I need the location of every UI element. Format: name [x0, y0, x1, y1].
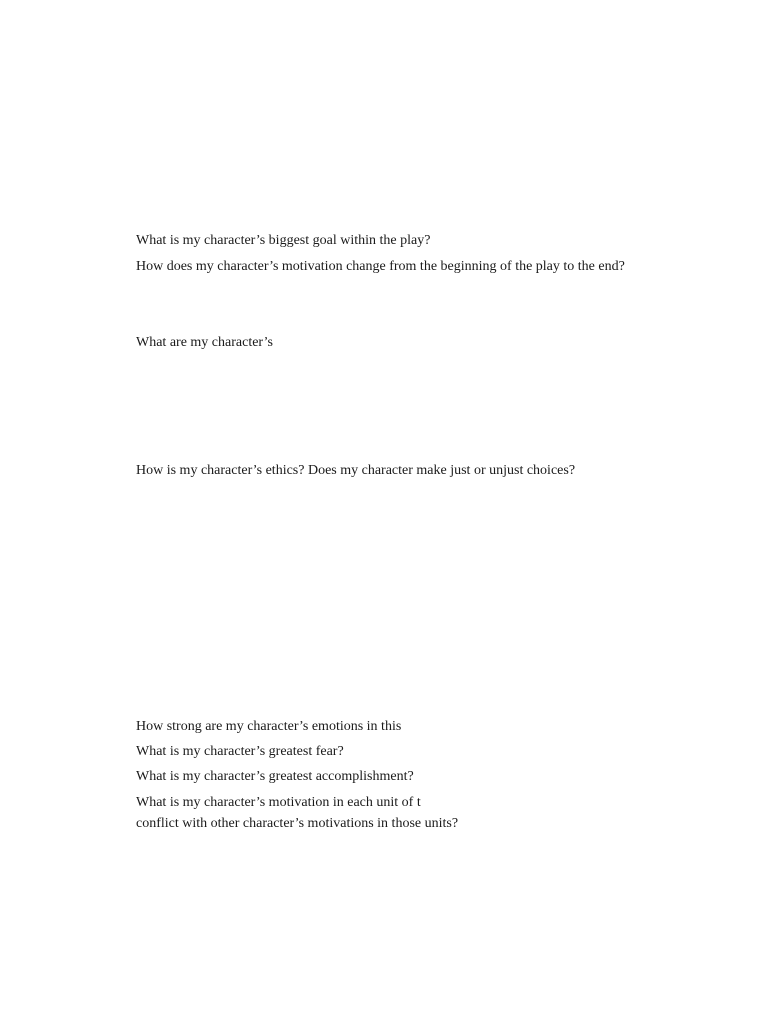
question-emotions: How strong are my character’s emotions in this [136, 719, 402, 734]
question-unit-motivation-continued: conflict with other character’s motivations in those units? [136, 816, 459, 831]
question-greatest-fear: What is my character’s greatest fear? [136, 744, 344, 759]
question-motivation-change: How does my character’s motivation change from the beginning of the play to the end? [136, 259, 625, 274]
question-greatest-accomplishment: What is my character’s greatest accomplishment? [136, 769, 414, 784]
question-character-traits: What are my character’s [136, 335, 273, 350]
question-biggest-goal: What is my character’s biggest goal within the play? [136, 233, 431, 248]
question-ethics: How is my character’s ethics? Does my character make just or unjust choices? [136, 463, 576, 478]
question-unit-motivation: What is my character’s motivation in each unit of t [136, 795, 421, 810]
